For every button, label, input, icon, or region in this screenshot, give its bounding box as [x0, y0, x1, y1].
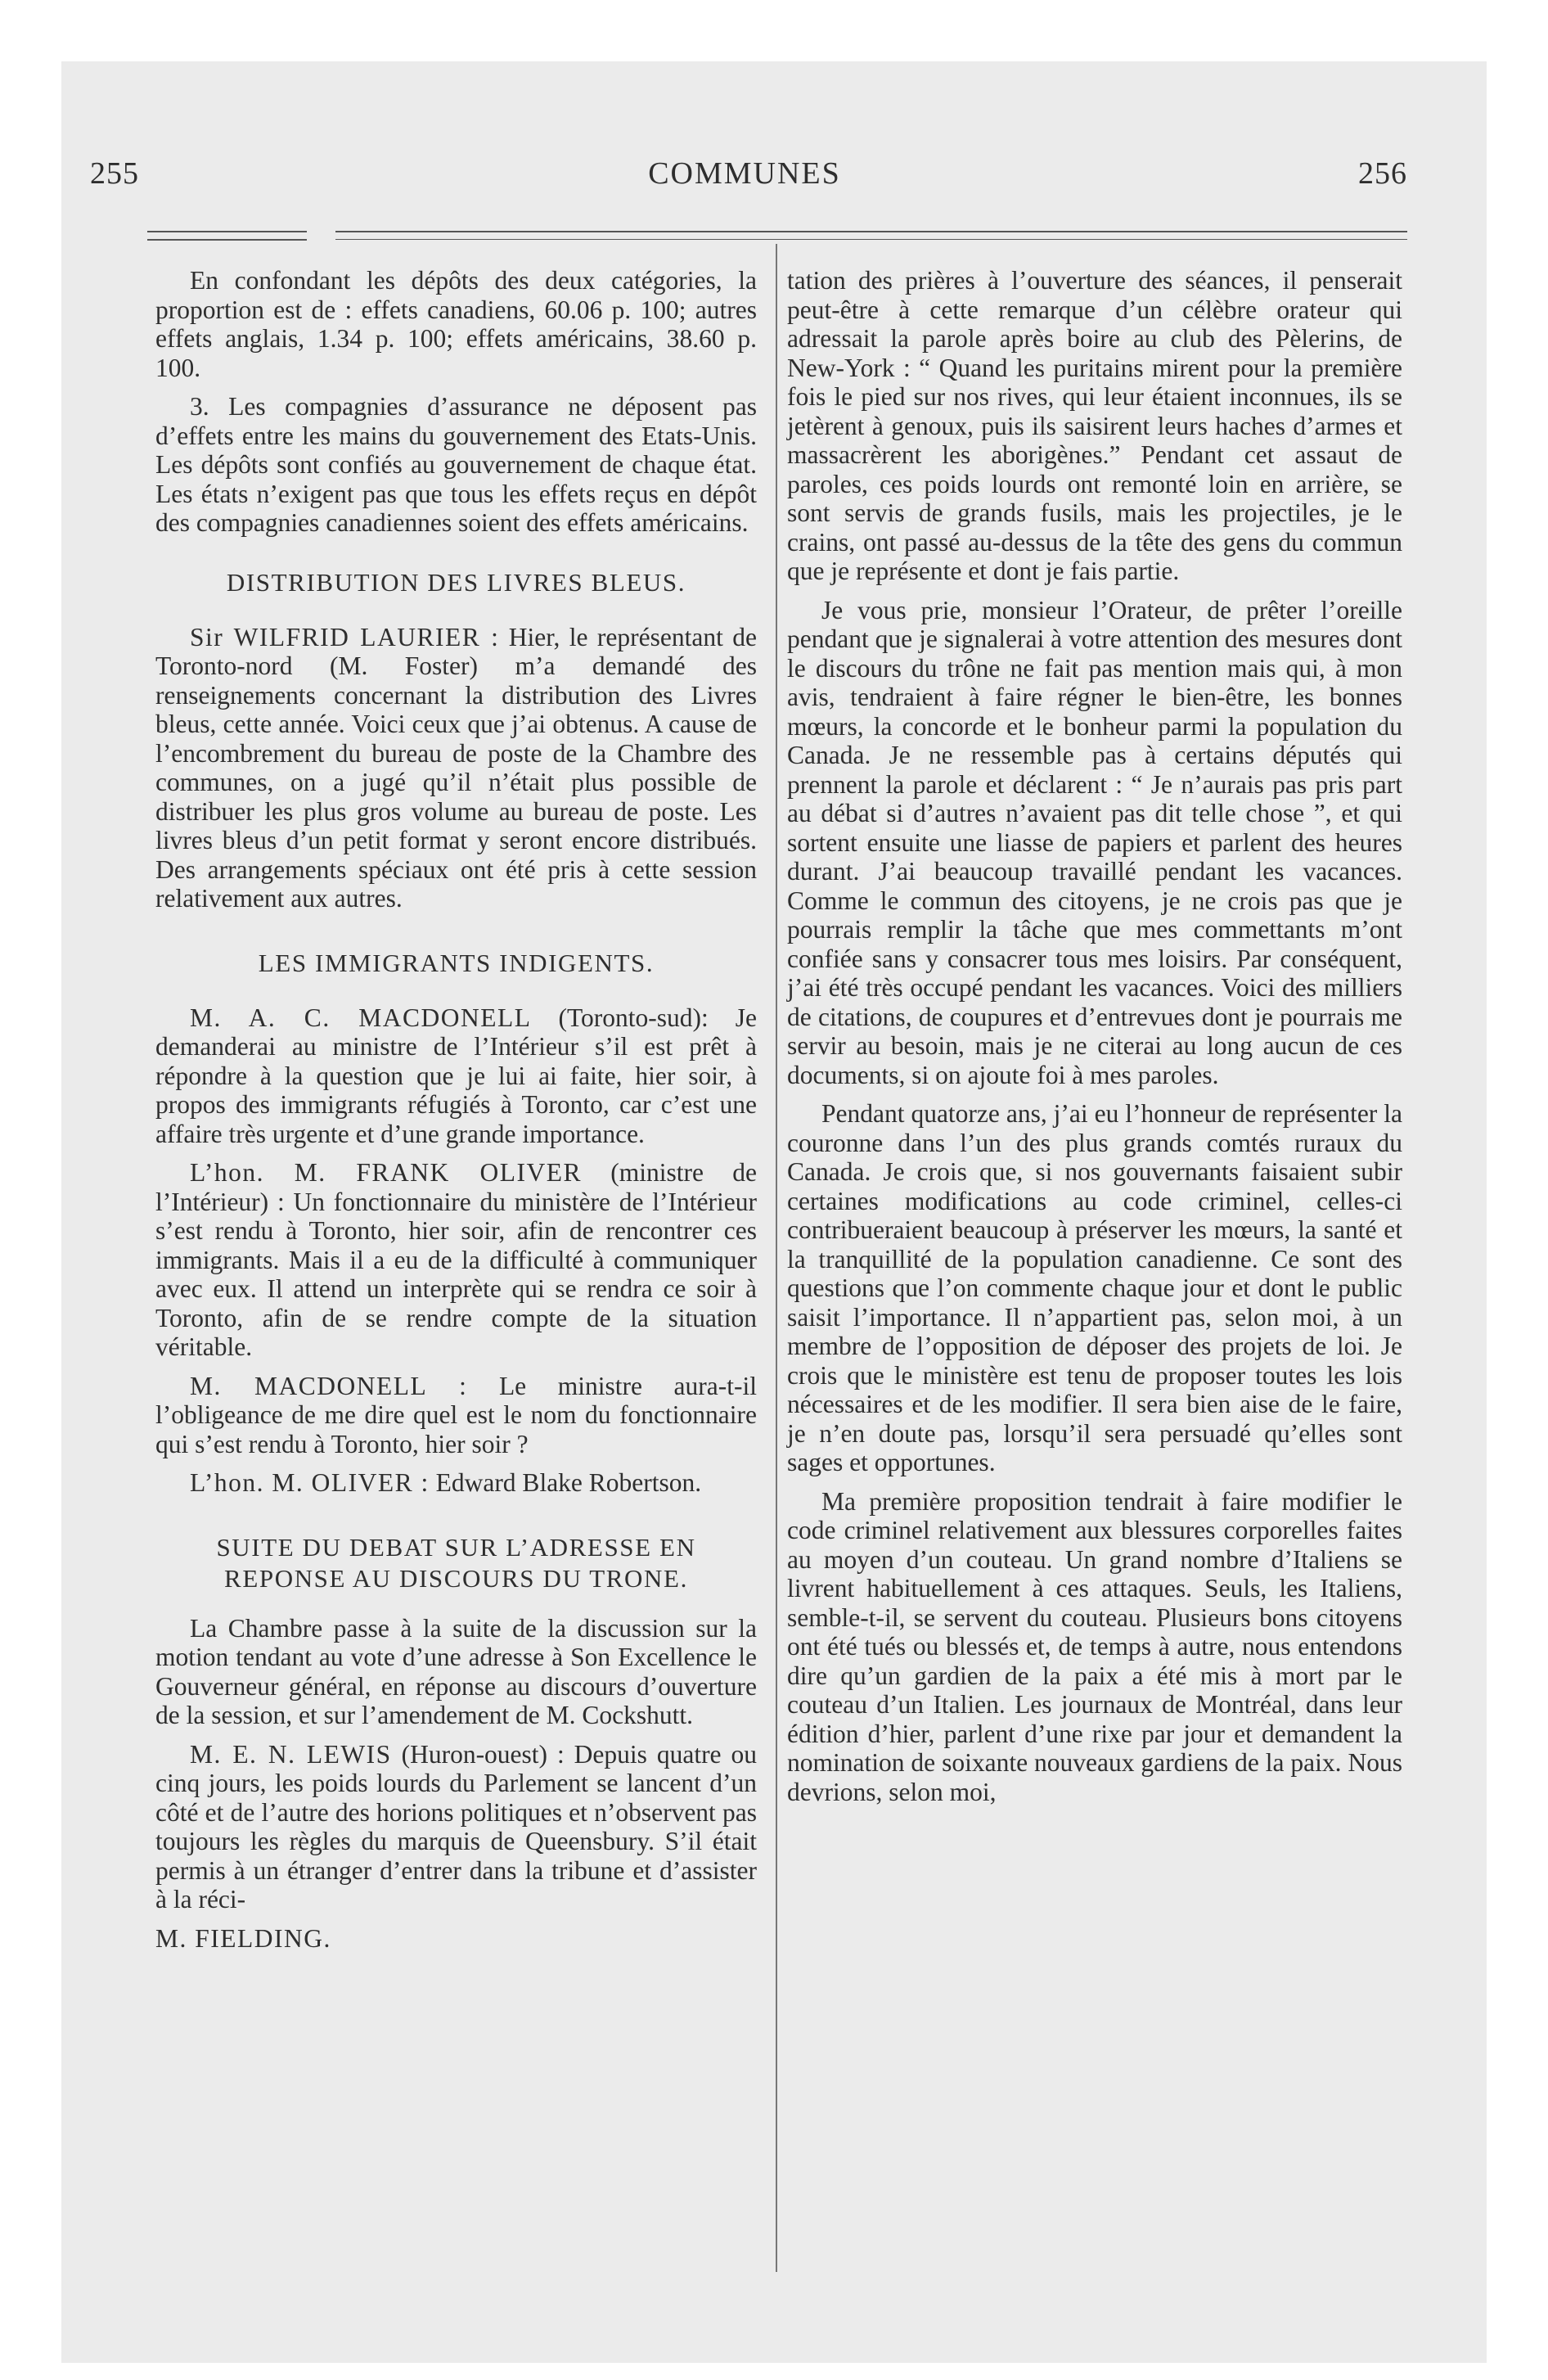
header-rule-right-1	[335, 231, 1407, 232]
page-header	[90, 156, 1407, 196]
speaker-name: M. A. C. MACDONELL	[190, 1003, 532, 1032]
speech-paragraph	[155, 1740, 757, 1914]
interjection: M. FIELDING.	[155, 1923, 331, 1953]
heading-line: REPONSE AU DISCOURS DU TRONE.	[224, 1563, 688, 1593]
speech-paragraph	[155, 623, 757, 913]
paragraph: Pendant quatorze ans, j’ai eu l’honneur de représenter la couronne dans l’un des plus grands comtés ruraux du Canada. Je crois que, si nos gouvernants faisaient subir certaines modifications au code criminel, celles-ci contribueraient beaucoup à préserver les mœurs, la santé et la tranquillité de la population canadienne. Ce sont des questions que l’on commente chaque jour et dont le public saisit l’importance. Il n’appartient pas, selon moi, à un membre de l’opposition de déposer des projets de loi. Je crois que le ministère est tenu de proposer toutes les lois nécessaires et de les modifier. Il sera bien aise de le faire, je n’en doute pas, lorsqu’il sera persuadé qu’elles sont sages et opportunes.	[787, 1099, 1402, 1476]
section-heading	[155, 1532, 757, 1594]
paragraph: Je vous prie, monsieur l’Orateur, de prêter l’oreille pendant que je signalerai à votre attention des mesures dont le discours du trône ne fait pas mention mais qui, à mon avis, tendraient à faire régner le bien-être, les bonnes mœurs, la concorde et le bonheur parmi la population du Canada. Je ne ressemble pas à certains députés qui prennent la parole et déclarent : “ Je n’aurais pas pris part au débat si d’autres n’avaient pas dit telle chose ”, et qui sortent ensuite une liasse de papiers et parlent des heures durant. J’ai beaucoup travaillé pendant les vacances. Comme le commun des citoyens, je ne crois pas que je pourrais remplir la tâche que mes commettants m’ont confiée sans y consacrer tous mes loisirs. Par conséquent, j’ai été très occupé pendant les vacances. Voici des milliers de citations, de coupures et d’entrevues dont je pourrais me servir au besoin, mais je ne citerai au long aucun de ces documents, si on ajoute foi à mes paroles.	[787, 595, 1402, 1089]
header-rule-left-2	[147, 239, 307, 241]
speech-text: (ministre de l’Intérieur) : Un fonctionnaire du ministère de l’Intérieur s’est rendu à Toronto, hier soir, afin de rencontrer ces immigrants. Mais il a eu de la difficulté à communiquer avec eux. Il attend un interprète qui se rendra ce soir à Toronto, afin de se rendre compte de la situation véritable.	[155, 1158, 757, 1361]
speech-text: Le ministre aura-t-il l’obligeance de me dire quel est le nom du fonctionnaire qui s’est rendu à Toronto, hier soir ?	[155, 1371, 757, 1458]
paragraph: En confondant les dépôts des deux catégories, la proportion est de : effets canadiens, 60.06 p. 100; autres effets anglais, 1.34 p. 100; effets américains, 38.60 p. 100.	[155, 266, 757, 382]
right-column	[787, 266, 1402, 1816]
speech-text: Hier, le représentant de Toronto-nord (M. Foster) m’a demandé des renseignements concernant la distribution des Livres bleus, cette année. Voici ceux que j’ai obtenus. A cause de l’encombrement du bureau de poste de la Chambre des communes, on a jugé qu’il n’était plus possible de distribuer les plus gros volume au bureau de poste. Les livres bleus d’un petit format y seront encore distribués. Des arrangements spéciaux ont été pris à cette session relativement aux autres.	[155, 622, 757, 913]
speech-text: (Toronto-sud): Je demanderai au ministre de l’Intérieur s’il est prêt à répondre à la question que je lui ai faite, hier soir, à propos des immigrants réfugiés à Toronto, car c’est une affaire très urgente et d’une grande importance.	[155, 1003, 757, 1148]
speaker-name: Sir WILFRID LAURIER :	[190, 622, 500, 651]
section-heading: LES IMMIGRANTS INDIGENTS.	[258, 948, 655, 977]
page-number-right: 256	[1358, 156, 1407, 191]
section-heading: DISTRIBUTION DES LIVRES BLEUS.	[226, 567, 686, 597]
left-column	[155, 266, 757, 1963]
speech-paragraph	[155, 1158, 757, 1362]
paragraph: tation des prières à l’ouverture des séances, il penserait peut-être à cette remarque d’un célèbre orateur qui adressait la parole après boire au club des Pèlerins, de New-York : “ Quand les puritains mirent pour la première fois le pied sur nos rives, qui leur étaient inconnues, ils se jetèrent à genoux, puis ils saisirent leurs haches d’armes et massacrèrent les aborigènes.” Pendant cet assaut de paroles, ces poids lourds ont remonté loin en arrière, se sont servis de grands fusils, mais les projectiles, je le crains, ont passé au-dessus de la tête des gens du commun que je représente et dont je fais partie.	[787, 266, 1402, 585]
speaker-name: L’hon. M. FRANK OLIVER	[190, 1158, 582, 1187]
heading-line: SUITE DU DEBAT SUR L’ADRESSE EN	[216, 1532, 696, 1562]
speaker-name: L’hon. M. OLIVER :	[190, 1468, 430, 1497]
paragraph: La Chambre passe à la suite de la discussion sur la motion tendant au vote d’une adresse à Son Excellence le Gouverneur général, en réponse au discours d’ouverture de la session, et sur l’amendement de M. Cockshutt.	[155, 1613, 757, 1729]
speech-paragraph	[155, 1372, 757, 1459]
speaker-name: M. MACDONELL :	[190, 1371, 468, 1400]
speech-paragraph	[155, 1468, 757, 1498]
header-rule-right-2	[335, 239, 1407, 240]
speech-text: (Huron-ouest) : Depuis quatre ou cinq jours, les poids lourds du Parlement se lancent d’un côté et de l’autre des horions politiques et n’observent pas toujours les règles du marquis de Queensbury. S’il était permis à un étranger d’entrer dans la tribune et d’assister à la réci-	[155, 1739, 757, 1913]
column-separator	[776, 244, 777, 2272]
speech-text: Edward Blake Robertson.	[429, 1468, 702, 1497]
page-number-left: 255	[90, 156, 139, 191]
speaker-name: M. E. N. LEWIS	[190, 1739, 392, 1769]
running-title: COMMUNES	[648, 156, 841, 191]
speech-paragraph	[155, 1003, 757, 1149]
header-rule-left-1	[147, 231, 307, 232]
paragraph: 3. Les compagnies d’assurance ne déposent pas d’effets entre les mains du gouvernement des Etats-Unis. Les dépôts sont confiés au gouvernement de chaque état. Les états n’exigent pas que tous les effets reçus en dépôt des compagnies canadiennes soient des effets américains.	[155, 392, 757, 537]
paragraph: Ma première proposition tendrait à faire modifier le code criminel relativement aux blessures corporelles faites au moyen d’un couteau. Un grand nombre d’Italiens se livrent habituellement à ces attaques. Seuls, les Italiens, semble-t-il, se servent du couteau. Plusieurs bons citoyens ont été tués ou blessés et, de temps à autre, nous entendons dire qu’un gardien de la paix a été mis à mort par le couteau d’un Italien. Les journaux de Montréal, dans leur édition d’hier, parlent d’une rixe par jour et demandent la nomination de soixante nouveaux gardiens de la paix. Nous devrions, selon moi,	[787, 1486, 1402, 1806]
